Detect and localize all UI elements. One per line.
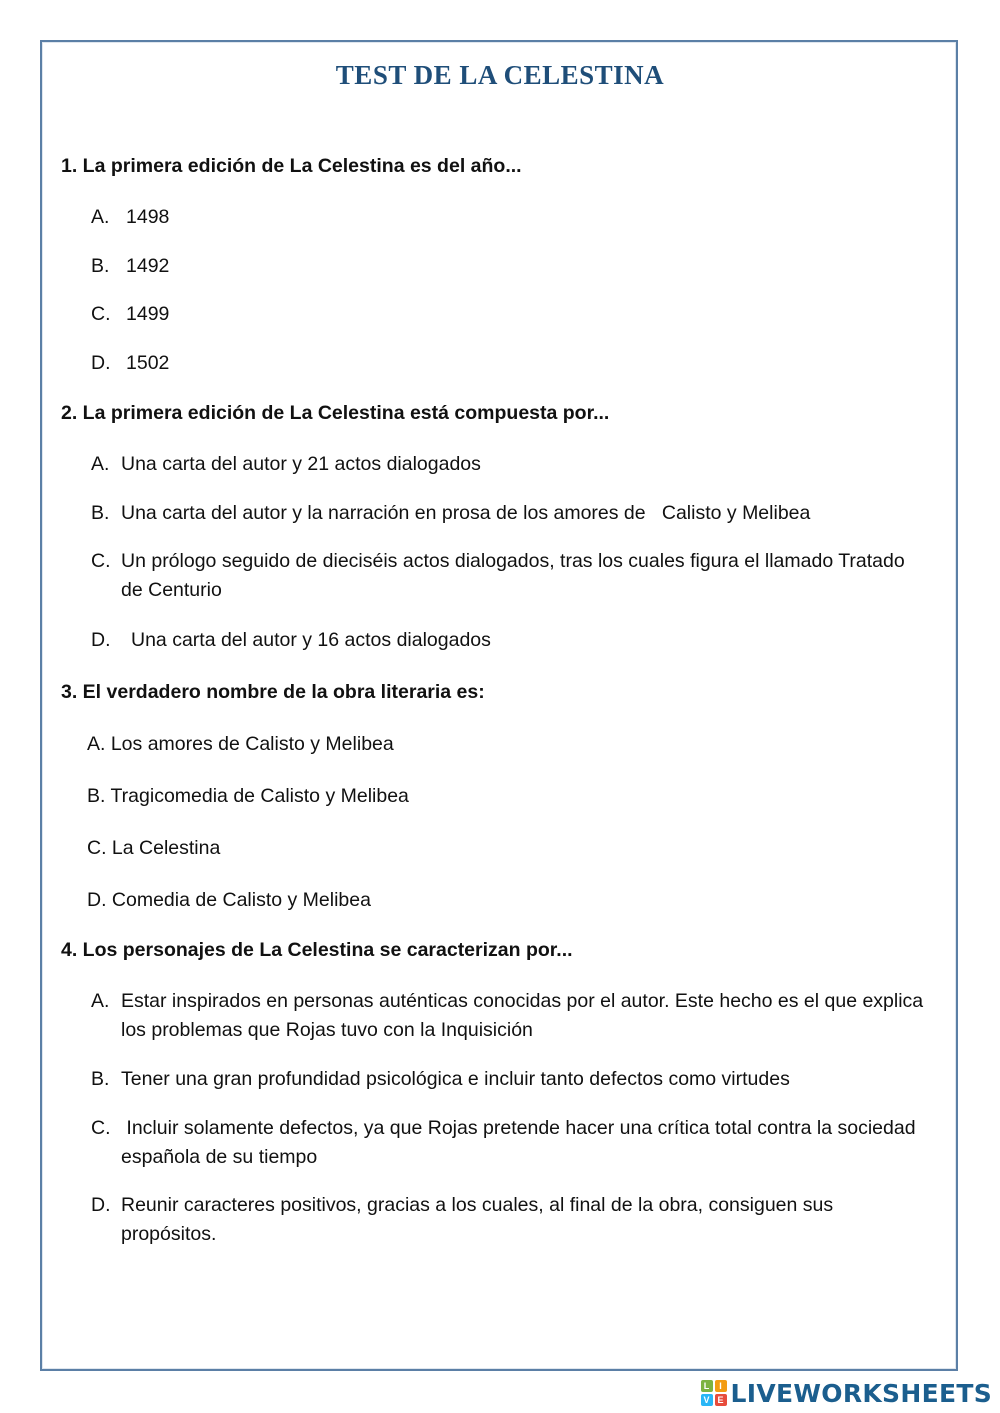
- option-text: Estar inspirados en personas auténticas conocidas por el autor. Este hecho es el que explica los problemas que Rojas tuvo con la Inquisición: [121, 990, 924, 1041]
- logo-letter: V: [701, 1394, 713, 1406]
- option-letter: D.: [91, 629, 111, 651]
- question-3: 3. El verdadero nombre de la obra literaria es:: [61, 681, 485, 703]
- question-4: 4. Los personajes de La Celestina se caracterizan por...: [61, 939, 573, 961]
- logo-text: LIVEWORKSHEETS: [730, 1378, 992, 1408]
- option-letter: C.: [91, 550, 111, 572]
- option-letter: D.: [91, 352, 111, 374]
- option-text: 1492: [126, 255, 170, 277]
- q3-option-a[interactable]: A. Los amores de Calisto y Melibea: [87, 733, 394, 755]
- option-text: Una carta del autor y 21 actos dialogados: [121, 453, 481, 475]
- q2-option-b[interactable]: [91, 499, 921, 528]
- option-text: Una carta del autor y 16 actos dialogados: [131, 629, 491, 651]
- q4-option-d[interactable]: [91, 1191, 931, 1249]
- option-letter: A.: [91, 453, 110, 475]
- logo-letter: I: [715, 1380, 727, 1392]
- option-text: Una carta del autor y la narración en prosa de los amores de Calisto y Melibea: [121, 502, 811, 524]
- liveworksheets-logo[interactable]: [701, 1377, 992, 1409]
- q1-option-d[interactable]: [91, 349, 911, 378]
- page-title: TEST DE LA CELESTINA: [335, 60, 665, 90]
- logo-letter: E: [715, 1394, 727, 1406]
- q1-option-c[interactable]: [91, 300, 911, 329]
- q1-option-b[interactable]: [91, 252, 911, 281]
- q3-option-d[interactable]: D. Comedia de Calisto y Melibea: [87, 889, 371, 911]
- option-letter: B.: [91, 255, 110, 277]
- option-text: Incluir solamente defectos, ya que Rojas pretende hacer una crítica total contra la sociedad española de su tiempo: [121, 1117, 921, 1168]
- question-1: 1. La primera edición de La Celestina es del año...: [61, 155, 522, 177]
- q4-option-c[interactable]: [91, 1114, 931, 1172]
- option-letter: A.: [91, 990, 110, 1012]
- logo-letter: L: [701, 1380, 713, 1392]
- q4-option-b[interactable]: [91, 1065, 931, 1094]
- q3-option-c[interactable]: C. La Celestina: [87, 837, 221, 859]
- q2-option-d[interactable]: [91, 626, 921, 655]
- option-letter: B.: [91, 1068, 110, 1090]
- option-letter: B.: [91, 502, 110, 524]
- q2-option-a[interactable]: [91, 450, 921, 479]
- question-2: 2. La primera edición de La Celestina está compuesta por...: [61, 402, 610, 424]
- option-letter: C.: [91, 303, 111, 325]
- option-text: Un prólogo seguido de dieciséis actos dialogados, tras los cuales figura el llamado Tratado de Centurio: [121, 550, 905, 601]
- option-text: Reunir caracteres positivos, gracias a los cuales, al final de la obra, consiguen sus propósitos.: [121, 1194, 834, 1245]
- option-text: 1498: [126, 206, 170, 228]
- liveworksheets-icon: [701, 1380, 727, 1406]
- option-text: 1502: [126, 352, 170, 374]
- q3-option-b[interactable]: B. Tragicomedia de Calisto y Melibea: [87, 785, 409, 807]
- option-letter: C.: [91, 1117, 111, 1139]
- option-text: 1499: [126, 303, 170, 325]
- option-text: Tener una gran profundidad psicológica e incluir tanto defectos como virtudes: [121, 1068, 790, 1090]
- q2-option-c[interactable]: [91, 547, 921, 605]
- option-letter: A.: [91, 206, 110, 228]
- q1-option-a[interactable]: [91, 203, 911, 232]
- q4-option-a[interactable]: [91, 987, 931, 1045]
- option-letter: D.: [91, 1194, 111, 1216]
